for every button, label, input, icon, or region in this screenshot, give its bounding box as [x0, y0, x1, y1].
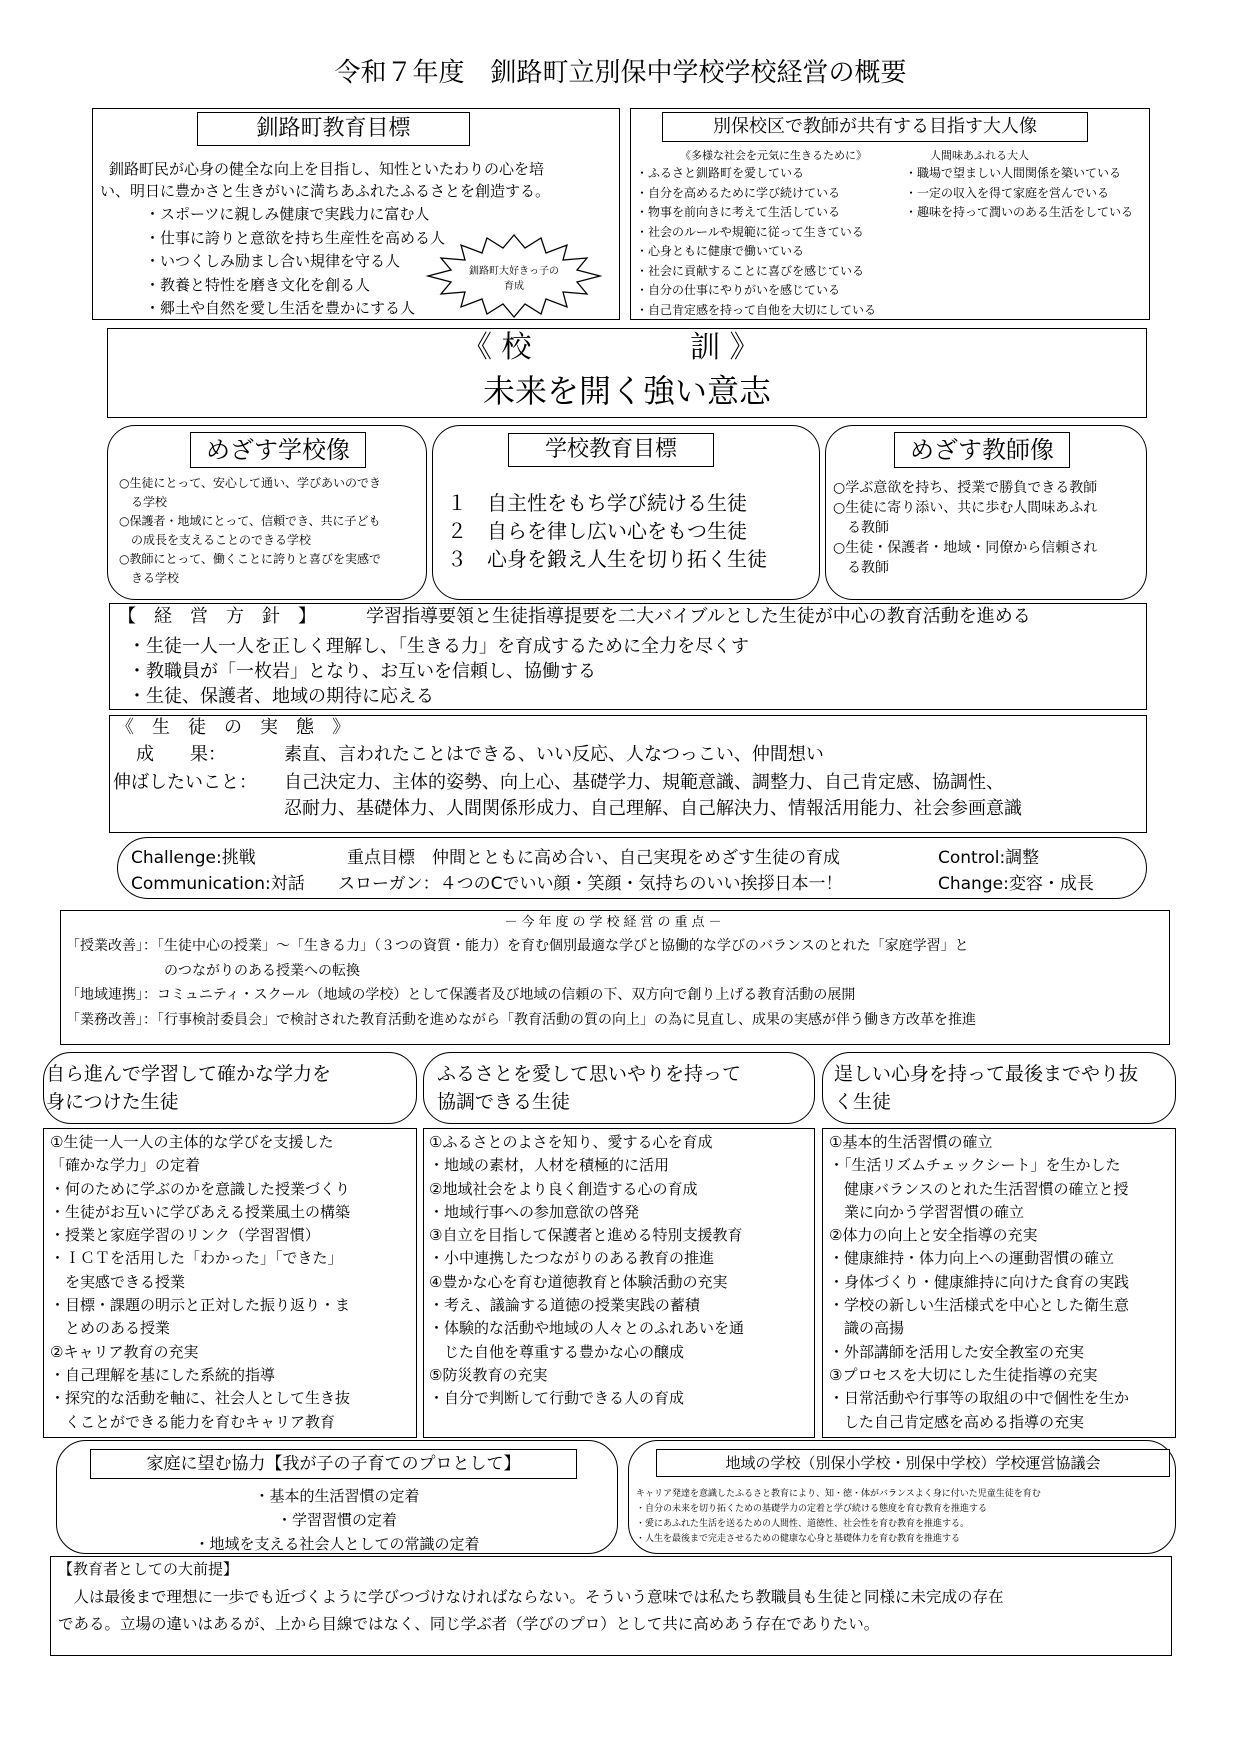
town-goal-intro-line: い、明日に豊かさと生きがいに満ちあふれたふるさとを創造する。: [100, 182, 551, 200]
list-item: ⑤防災教育の充実: [429, 1365, 548, 1384]
community-lines: [636, 1487, 1041, 1547]
adult-image-header: 別保校区で教師が共有する目指す大人像: [662, 112, 1088, 142]
list-item: ・自己理解を基にした系統的指導: [50, 1365, 276, 1384]
list-item: ②地域社会をより良く創造する心の育成: [429, 1179, 698, 1198]
list-item: のつながりのある授業への転換: [66, 962, 360, 979]
list-item: ③プロセスを大切にした生徒指導の充実: [829, 1365, 1098, 1384]
list-item: 業に向かう学習習慣の確立: [829, 1202, 1025, 1221]
motto-label-right: 訓 》: [690, 330, 760, 365]
control-label: Control:調整: [938, 848, 1040, 868]
list-item: くことができる能力を育むキャリア教育: [50, 1412, 336, 1431]
list-item: ・趣味を持って潤いのある生活をしている: [905, 205, 1134, 219]
policy-items: [128, 634, 749, 709]
col3-lines: [829, 1131, 1129, 1434]
students-grow-line2: 忍耐力、基礎体力、人間関係形成力、自己理解、自己解決力、情報活用能力、社会参画意識: [284, 798, 1022, 819]
list-item: ・物事を前向きに考えて生活している: [636, 205, 841, 219]
adult-image-right-items: [905, 164, 1133, 223]
motto-text: 未来を開く強い意志: [482, 372, 771, 410]
list-item: ・体験的な活動や地域の人々とのふれあいを通: [429, 1319, 745, 1338]
community-header: 地域の学校（別保小学校・別保中学校）学校運営協議会: [656, 1449, 1170, 1477]
list-item: 「地域連携」：コミュニティ・スクール（地域の学校）として保護者及び地域の信頼の下、双方向で創り上げる教育活動の展開: [66, 987, 856, 1003]
list-item: キャリア発達を意識したふるさと教育により、知・徳・体がバランスよく身に付いた児童生徒を育む: [636, 1489, 1041, 1499]
list-item: る学校: [119, 495, 168, 509]
list-item: ○生徒・保護者・地域・同僚から信頼され: [833, 540, 1098, 556]
burst-label: [440, 264, 588, 294]
list-item: ・健康維持・体力向上への運動習慣の確立: [829, 1249, 1115, 1268]
list-item: ○生徒に寄り添い、共に歩む人間味あふれ: [833, 500, 1098, 516]
list-item: 識の高揚: [829, 1319, 905, 1338]
change-label: Change:変容・成長: [938, 874, 1094, 894]
list-item: ②体力の向上と安全指導の充実: [829, 1226, 1038, 1245]
school-image-header: めざす学校像: [190, 432, 366, 468]
premise-line2: である。立場の違いはあるが、上から目線ではなく、同じ学ぶ者（学びのプロ）として共に高めあう存在でありたい。: [58, 1615, 880, 1633]
policy-label: 【 経 営 方 針 】: [118, 606, 316, 627]
list-item: ・人生を最後まで完走させるための健康な心身と基礎体力を育む教育を推進する: [636, 1534, 961, 1544]
list-item: ・いつくしみ励まし合い規律を守る人: [145, 252, 401, 270]
list-item: ・「生活リズムチェックシート」を生かした: [829, 1156, 1121, 1175]
challenge-label: Challenge:挑戦: [131, 848, 256, 868]
list-item: ②キャリア教育の充実: [50, 1342, 199, 1361]
policy-lead: 学習指導要領と生徒指導提要を二大バイブルとした生徒が中心の教育活動を進める: [366, 606, 1031, 627]
list-item: ①ふるさとのよさを知り、愛する心を育成: [429, 1133, 713, 1151]
premise-line1: 人は最後まで理想に一歩でも近づくように学びつづけなければならない。そういう意味では私たち教職員も生徒と同様に未完成の存在: [58, 1588, 1004, 1606]
motto-label-left: 《 校: [462, 330, 532, 365]
list-item: の成長を支えることのできる学校: [119, 533, 312, 547]
list-item: ２ 自らを律し広い心をもつ生徒: [447, 519, 747, 543]
list-item: ・授業と家庭学習のリンク（学習習慣）: [50, 1226, 320, 1245]
list-item: ・地域を支える社会人としての常識の定着: [194, 1535, 480, 1553]
list-item: ・教養と特性を磨き文化を創る人: [145, 275, 371, 294]
list-item: ・生徒、保護者、地域の期待に応える: [128, 686, 434, 707]
list-item: 「業務改善」：「行事検討委員会」で検討された教育活動を進めながら「教育活動の質の向上」の為に見直し、成果の実感が伴う働き方改革を推進: [66, 1011, 976, 1028]
col3-header: [834, 1060, 1138, 1116]
focus-goal: 重点目標 仲間とともに高め合い、自己実現をめざす生徒の育成: [347, 848, 840, 868]
teacher-image-header: めざす教師像: [894, 432, 1070, 468]
list-item: ・ふるさと釧路町を愛している: [636, 166, 805, 180]
students-grow-label: 伸ばしたいこと：: [113, 772, 257, 793]
list-item: じた自他を尊重する豊かな心の醸成: [429, 1342, 685, 1361]
teacher-image-lines: [833, 478, 1097, 578]
list-item: ・教職員が「一枚岩」となり、お互いを信頼し、協働する: [128, 661, 596, 682]
family-header: 家庭に望む協力【我が子の子育てのプロとして】: [90, 1449, 577, 1479]
town-goal-intro-line: 釧路町民が心身の健全な向上を目指し、知性といたわりの心を培: [109, 160, 545, 178]
list-item: とめのある授業: [50, 1319, 171, 1338]
premise-header: 【教育者としての大前提】: [58, 1560, 239, 1578]
list-item: る教師: [833, 520, 889, 536]
list-item: ・スポーツに親しみ健康で実践力に富む人: [145, 205, 430, 223]
family-items: [56, 1484, 618, 1556]
list-item: ・目標・課題の明示と正対した振り返り・ま: [50, 1296, 351, 1315]
col2-header-line: 協調できる生徒: [437, 1091, 571, 1113]
list-item: ・学校の新しい生活様式を中心とした衛生意: [829, 1296, 1130, 1315]
list-item: ・一定の収入を得て家庭を営んでいる: [905, 185, 1110, 200]
list-item: ・社会のルールや規範に従って生きている: [636, 224, 864, 239]
list-item: ・自分の未来を切り拓くための基礎学力の定着と学び続ける態度を育む教育を推進する: [636, 1504, 988, 1514]
list-item: ○学ぶ意欲を持ち、授業で勝負できる教師: [833, 480, 1098, 496]
students-result-label: 成 果：: [136, 744, 226, 765]
col2-lines: [429, 1131, 744, 1411]
adult-image-right-head: 人間味あふれる大人: [930, 149, 1029, 162]
town-goal-header: 釧路町教育目標: [197, 112, 470, 146]
town-goal-intro: [100, 158, 550, 202]
list-item: 「確かな学力」の定着: [50, 1156, 201, 1175]
list-item: きる学校: [119, 571, 180, 585]
list-item: ・地域行事への参加意欲の啓発: [429, 1202, 640, 1221]
list-item: ・外部講師を活用した安全教室の充実: [829, 1342, 1085, 1361]
col1-lines: [50, 1131, 350, 1434]
col3-header-line: 逞しい心身を持って最後までやり抜: [834, 1063, 1139, 1085]
students-label: 《 生 徒 の 実 態 》: [116, 717, 350, 738]
list-item: ・自分で判断して行動できる人の育成: [429, 1389, 685, 1408]
communication-label: Communication:対話: [131, 874, 305, 894]
students-result: 素直、言われたことはできる、いい反応、人なつっこい、仲間想い: [284, 744, 824, 765]
list-item: ・身体づくり・健康維持に向けた食育の実践: [829, 1272, 1130, 1291]
list-item: した自己肯定感を高める指導の充実: [829, 1412, 1085, 1431]
list-item: ○生徒にとって、安心して通い、学びあいのでき: [119, 476, 381, 490]
burst-label-line: 釧路町大好きっ子の: [469, 266, 559, 277]
list-item: ③自立を目指して保護者と進める特別支援教育: [429, 1226, 743, 1245]
col2-header-line: ふるさとを愛して思いやりを持って: [437, 1063, 742, 1085]
col2-header: [437, 1060, 741, 1116]
list-item: ○教師にとって、働くことに誇りと喜びを実感で: [119, 552, 381, 566]
list-item: ・職場で望ましい人間関係を築いている: [905, 166, 1122, 180]
priorities-title: －今年度の学校経営の重点－: [504, 915, 726, 930]
col1-header-line: 身につけた生徒: [46, 1091, 179, 1113]
list-item: ・ＩＣＴを活用した「わかった」「できた」: [50, 1249, 343, 1268]
list-item: 健康バランスのとれた生活習慣の確立と授: [829, 1179, 1129, 1198]
list-item: ・愛にあふれた生活を送るための人間性、道徳性、社会性を育む教育を推進する。: [636, 1519, 970, 1529]
list-item: ・仕事に誇りと意欲を持ち生産性を高める人: [145, 228, 446, 247]
adult-image-left-items: [636, 164, 876, 320]
list-item: る教師: [833, 560, 889, 576]
list-item: ・自分を高めるために学び続けている: [636, 185, 841, 200]
list-item: ・小中連携したつながりのある教育の推進: [429, 1249, 715, 1268]
list-item: ○保護者・地域にとって、信頼でき、共に子ども: [119, 514, 381, 528]
list-item: ・生徒一人一人を正しく理解し、「生きる力」を育成するために全力を尽くす: [128, 636, 749, 657]
list-item: ・地域の素材，人材を積極的に活用: [429, 1156, 670, 1175]
list-item: ・自己肯定感を持って自他を大切にしている: [636, 302, 877, 317]
list-item: を実感できる授業: [50, 1272, 186, 1291]
list-item: ・学習習慣の定着: [276, 1511, 397, 1529]
list-item: ・心身ともに健康で働いている: [636, 244, 805, 258]
school-image-lines: [119, 474, 381, 588]
list-item: ・日常活動や行事等の取組の中で個性を生か: [829, 1389, 1130, 1408]
school-goal-items: [447, 489, 767, 573]
list-item: ・基本的生活習慣の定着: [254, 1487, 420, 1505]
list-item: １ 自主性をもち学び続ける生徒: [447, 491, 747, 515]
town-goal-items: [145, 203, 445, 321]
students-grow-line1: 自己決定力、主体的姿勢、向上心、基礎学力、規範意識、調整力、自己肯定感、協調性、: [284, 772, 1004, 793]
list-item: ３ 心身を鍛え人生を切り拓く生徒: [447, 547, 767, 571]
col1-header: [46, 1060, 331, 1116]
list-item: ④豊かな心を育む道徳教育と体験活動の充実: [429, 1272, 728, 1291]
list-item: ・社会に貢献することに喜びを感じている: [636, 263, 865, 278]
burst-label-line: 育成: [504, 281, 524, 292]
school-goal-header: 学校教育目標: [508, 433, 714, 467]
list-item: ①生徒一人一人の主体的な学びを支援した: [50, 1133, 334, 1151]
page-title: 令和７年度 釧路町立別保中学校学校経営の概要: [334, 58, 907, 88]
list-item: 「授業改善」：「生徒中心の授業」～「生きる力」（３つの資質・能力）を育む個別最適な学びと協働的な学びのバランスのとれた「家庭学習」と: [66, 938, 969, 954]
list-item: ・郷土や自然を愛し生活を豊かにする人: [145, 299, 416, 317]
col1-header-line: 自ら進んで学習して確かな学力を: [46, 1063, 332, 1085]
list-item: ・生徒がお互いに学びあえる授業風土の構築: [50, 1202, 351, 1221]
list-item: ・考え、議論する道徳の授業実践の蓄積: [429, 1296, 700, 1315]
list-item: ・自分の仕事にやりがいを感じている: [636, 283, 841, 297]
list-item: ・何のために学ぶのかを意識した授業づくり: [50, 1179, 351, 1198]
list-item: ①基本的生活習慣の確立: [829, 1133, 993, 1151]
list-item: ・探究的な活動を軸に、社会人として生き抜: [50, 1389, 351, 1408]
priorities-lines: [66, 934, 976, 1032]
slogan: スローガン：４つのCでいい顔・笑顔・気持ちのいい挨拶日本一！: [338, 874, 843, 894]
col3-header-line: く生徒: [834, 1091, 892, 1113]
adult-image-left-head: 《多様な社会を元気に生きるために》: [680, 149, 867, 162]
